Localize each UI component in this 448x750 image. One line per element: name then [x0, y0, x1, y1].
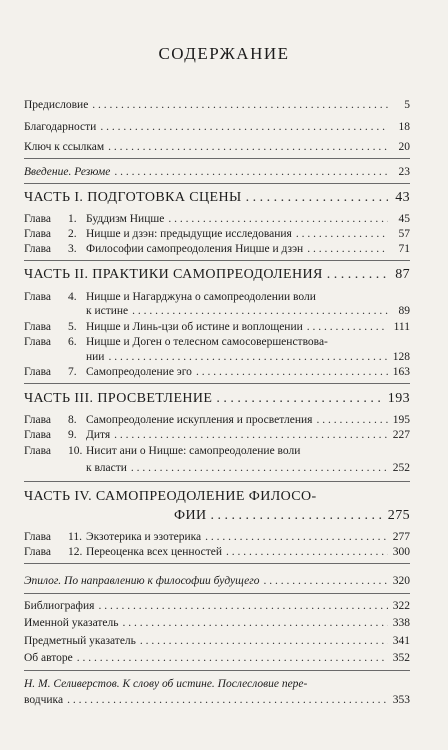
toc-chapter-4-cont[interactable]: к истине . . . 89 — [24, 304, 410, 318]
toc-part-2[interactable]: ЧАСТЬ II. ПРАКТИКИ САМОПРЕОДОЛЕНИЯ . . . 87 — [24, 266, 410, 283]
toc-chapter-9[interactable]: Глава 9. Дитя . . . 227 — [24, 428, 410, 442]
divider — [24, 563, 410, 564]
toc-chapter-7[interactable]: Глава 7. Самопреодоление эго . . . 163 — [24, 365, 410, 379]
toc-chapter-10[interactable]: Глава 10. Нисит ани о Ницше: самопреодоление воли — [24, 445, 301, 457]
toc-chapter-1[interactable]: Глава 1. Буддизм Ницше . . . 45 — [24, 212, 410, 226]
toc-entry-afterword-cont[interactable]: водчика . . . 353 — [24, 693, 410, 707]
toc-chapter-2[interactable]: Глава 2. Ницше и дзэн: предыдущие исследования . . . 57 — [24, 227, 410, 241]
toc-entry-subject-index[interactable]: Предметный указатель . . . 341 — [24, 634, 410, 648]
divider — [24, 670, 410, 671]
divider — [24, 481, 410, 482]
toc-entry-about-author[interactable]: Об авторе . . . 352 — [24, 651, 410, 665]
toc-entry-introduction[interactable]: Введение. Резюме . . . 23 — [24, 165, 410, 179]
toc-entry-afterword[interactable]: Н. М. Селиверстов. К слову об истине. Послесловие пере- — [24, 678, 308, 690]
divider — [24, 260, 410, 261]
toc-entry-epilogue[interactable]: Эпилог. По направлению к философии будущего . . . 320 — [24, 574, 410, 588]
divider — [24, 383, 410, 384]
divider — [24, 183, 410, 184]
toc-entry-bibliography[interactable]: Библиография . . . 322 — [24, 599, 410, 613]
toc-chapter-6-cont[interactable]: нии . . . 128 — [24, 350, 410, 364]
toc-part-4-cont[interactable]: ФИИ . . . 275 — [24, 507, 410, 524]
toc-chapter-12[interactable]: Глава 12. Переоценка всех ценностей . . . 300 — [24, 545, 410, 559]
toc-part-1[interactable]: ЧАСТЬ I. ПОДГОТОВКА СЦЕНЫ . . . 43 — [24, 189, 410, 206]
toc-part-3[interactable]: ЧАСТЬ III. ПРОСВЕТЛЕНИЕ . . . 193 — [24, 390, 410, 407]
divider — [24, 158, 410, 159]
toc-entry-key-to-references[interactable]: Ключ к ссылкам . . . 20 — [24, 140, 410, 154]
toc-chapter-4[interactable]: Глава 4. Ницше и Нагарджуна о самопреодолении воли — [24, 291, 316, 303]
toc-chapter-11[interactable]: Глава 11. Экзотерика и эзотерика . . . 277 — [24, 530, 410, 544]
toc-chapter-5[interactable]: Глава 5. Ницше и Линь-цзи об истине и воплощении . . . 111 — [24, 320, 410, 334]
toc-chapter-3[interactable]: Глава 3. Философии самопреодоления Ницше и дзэн . . . 71 — [24, 242, 410, 256]
toc-chapter-8[interactable]: Глава 8. Самопреодоление искупления и просветления . . . 195 — [24, 413, 410, 427]
toc-part-4[interactable]: ЧАСТЬ IV. САМОПРЕОДОЛЕНИЕ ФИЛОСО- — [24, 489, 317, 504]
toc-entry-acknowledgements[interactable]: Благодарности . . . 18 — [24, 120, 410, 134]
toc-chapter-10-cont[interactable]: к власти . . . 252 — [24, 461, 410, 475]
page-title: СОДЕРЖАНИЕ — [158, 44, 290, 63]
toc-entry-name-index[interactable]: Именной указатель . . . 338 — [24, 616, 410, 630]
toc-entry-preface[interactable]: Предисловие . . . 5 — [24, 98, 410, 112]
toc-chapter-6[interactable]: Глава 6. Ницше и Доген о телесном самосовершенствова- — [24, 336, 328, 348]
divider — [24, 593, 410, 594]
